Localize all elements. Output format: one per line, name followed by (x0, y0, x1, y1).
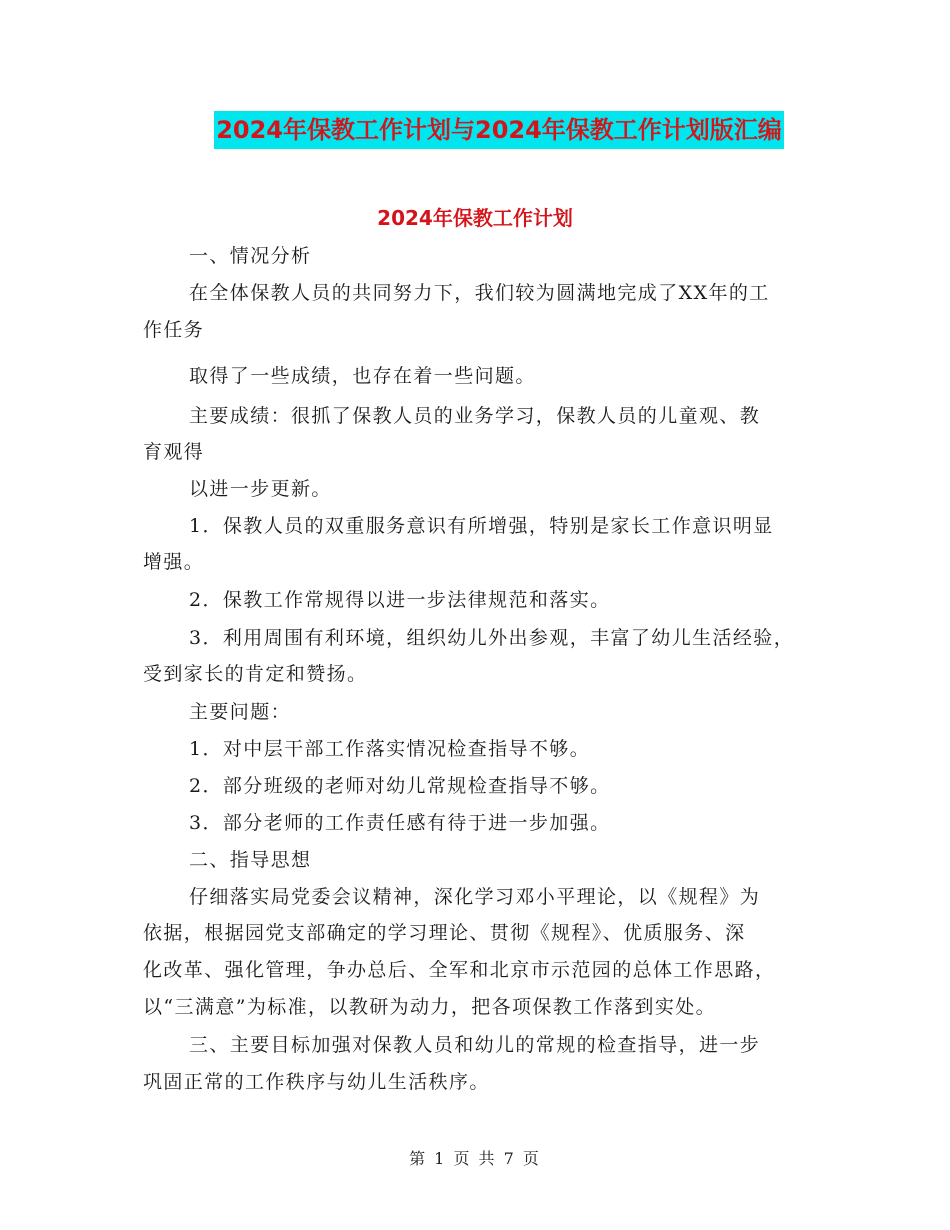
heading-main-problems: 主要问题： (189, 701, 292, 723)
list-item: 2．部分班级的老师对幼儿常规检查指导不够。 (189, 775, 611, 797)
list-item: 2．保教工作常规得以进一步法律规范和落实。 (189, 589, 611, 611)
paragraph-line: 以进一步更新。 (189, 478, 332, 500)
section-title: 2024年保教工作计划 (377, 206, 573, 230)
list-item: 3．利用周围有利环境，组织幼儿外出参观，丰富了幼儿生活经验， (189, 627, 795, 649)
paragraph-line: 在全体保教人员的共同努力下，我们较为圆满地完成了XX年的工 (189, 282, 770, 304)
paragraph-line: 巩固正常的工作秩序与幼儿生活秩序。 (143, 1071, 490, 1093)
document-title (0, 108, 950, 149)
document-title-text: 2024年保教工作计划与2024年保教工作计划版汇编 (214, 111, 784, 149)
page-number-footer: 第 1 页 共 7 页 (409, 1149, 541, 1168)
list-item: 3．部分老师的工作责任感有待于进一步加强。 (189, 812, 611, 834)
paragraph-line: 增强。 (143, 551, 205, 573)
heading-guiding-ideology: 二、指导思想 (189, 849, 312, 871)
paragraph-line: 作任务 (143, 319, 205, 341)
heading-main-goals: 三、主要目标加强对保教人员和幼儿的常规的检查指导，进一步 (189, 1034, 761, 1056)
heading-situation-analysis: 一、情况分析 (189, 245, 312, 267)
paragraph-line: 依据，根据园党支部确定的学习理论、贯彻《规程》、优质服务、深 (143, 922, 746, 944)
paragraph-line: 化改革、强化管理，争办总后、全军和北京市示范园的总体工作思路， (143, 959, 776, 981)
paragraph-line: 主要成绩：很抓了保教人员的业务学习，保教人员的儿童观、教 (189, 405, 761, 427)
paragraph-line: 仔细落实局党委会议精神，深化学习邓小平理论，以《规程》为 (189, 886, 761, 908)
paragraph-line: 受到家长的肯定和赞扬。 (143, 663, 368, 685)
list-item: 1．保教人员的双重服务意识有所增强，特别是家长工作意识明显 (189, 515, 774, 537)
list-item: 1．对中层干部工作落实情况检查指导不够。 (189, 738, 591, 760)
paragraph-line: 育观得 (143, 441, 205, 463)
paragraph-line: 以“三满意”为标准，以教研为动力，把各项保教工作落到实处。 (143, 996, 717, 1018)
paragraph-line: 取得了一些成绩，也存在着一些问题。 (189, 365, 536, 387)
